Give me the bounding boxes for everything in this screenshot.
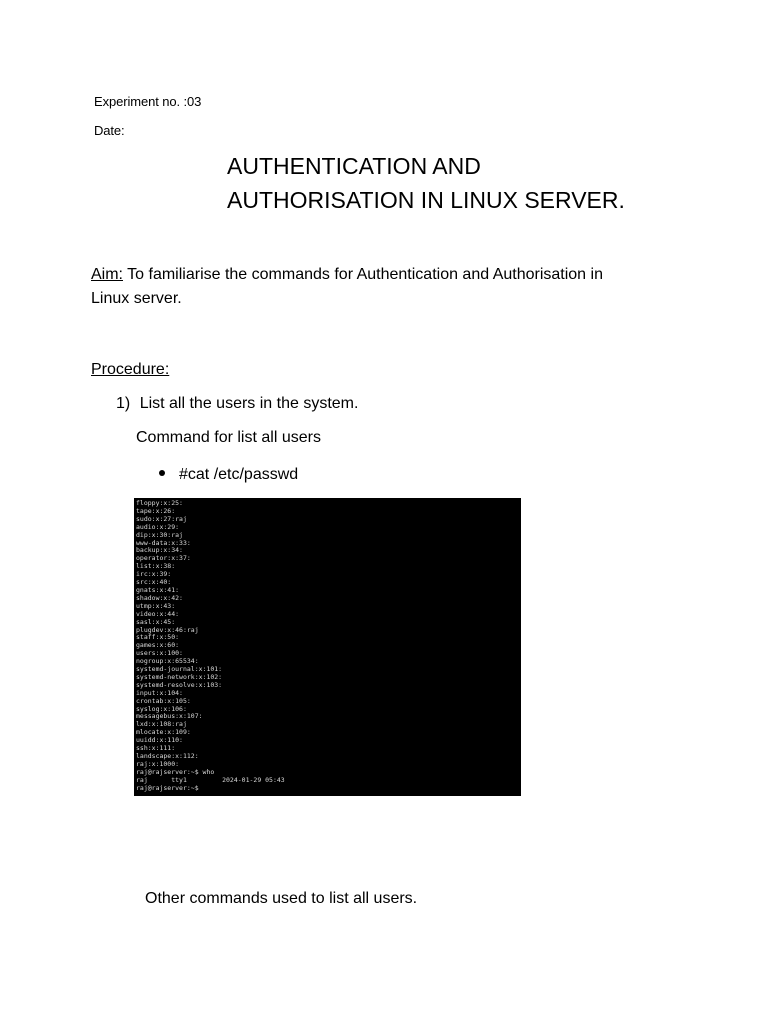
experiment-number: Experiment no. :03 (94, 94, 202, 109)
step-1-text: List all the users in the system. (139, 395, 359, 412)
aim-text-2: Linux server. (91, 290, 182, 307)
aim-label: Aim: (91, 266, 123, 283)
bullet-command: #cat /etc/passwd (179, 466, 299, 483)
step-1-number: 1) (116, 395, 131, 412)
date-label: Date: (94, 123, 125, 138)
procedure-heading: Procedure: (91, 361, 170, 378)
step-1-subtext: Command for list all users (136, 429, 321, 446)
aim-section (91, 263, 731, 311)
bullet-dot-icon (159, 470, 165, 476)
aim-line-1 (91, 263, 731, 287)
title-line-2: AUTHORISATION IN LINUX SERVER. (227, 187, 625, 213)
document-title (227, 149, 625, 217)
terminal-output: floppy:x:25: tape:x:26: sudo:x:27:raj audio:x:29: dip:x:30:raj www-data:x:33: backup:x:34: operator:x:37: list:x:38: irc:x:39: src:x:40: gnats:x:41: shadow:x:42: utmp:x:43: video:x:44: sasl:x:45: plugdev:x:46:raj staff:x:50: games:x:60: users:x:100: nogroup:x:65534: systemd-journal:x:101: systemd-network:x:102: systemd-resolve:x:103: input:x:104: crontab:x:105: syslog:x:106: messagebus:x:107: lxd:x:108:raj mlocate:x:109: uuidd:x:110: ssh:x:111: landscape:x:112: raj:x:1000: raj@rajserver:~$ who raj tty1 2024-01-29 05:43 raj@rajserver:~$ (136, 499, 285, 792)
other-commands-text: Other commands used to list all users. (145, 890, 418, 907)
aim-text-1: To familiarise the commands for Authentication and Authorisation in (123, 266, 603, 283)
terminal-screenshot (134, 498, 521, 796)
step-1 (116, 392, 358, 416)
title-line-1: AUTHENTICATION AND (227, 153, 481, 179)
step-1-bullet (159, 463, 298, 487)
